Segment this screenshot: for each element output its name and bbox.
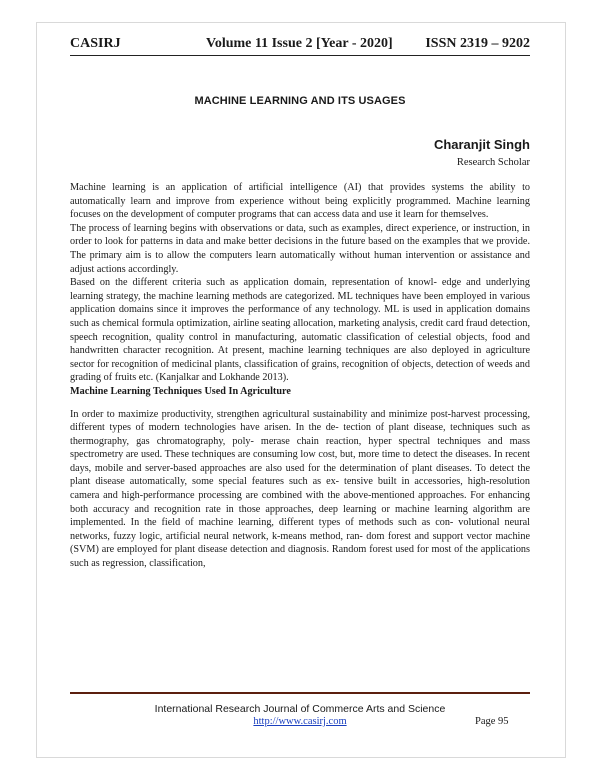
article-title: MACHINE LEARNING AND ITS USAGES (194, 95, 406, 107)
header-issn: ISSN 2319 – 9202 (425, 36, 530, 51)
section-heading: Machine Learning Techniques Used In Agriculture (70, 385, 291, 397)
footer-divider (70, 692, 530, 694)
body-paragraph: The process of learning begins with observations or data, such as examples, direct experience, or instruction, in order to look for patterns in data and make better decisions in the future based on the examples that we provide. The primary aim is to allow the computers learn automatically without human intervention or assistance and adjust actions accordingly. (70, 222, 530, 275)
author-role: Research Scholar (456, 157, 530, 168)
footer-website-link[interactable]: http://www.casirj.com (253, 716, 347, 727)
header-journal-name: CASIRJ (70, 36, 121, 51)
article-body (70, 181, 530, 571)
page-number: Page 95 (475, 716, 509, 727)
header-divider (70, 55, 530, 56)
running-header (70, 36, 530, 56)
body-paragraph: Based on the different criteria such as application domain, representation of knowl- edge and underlying learning strategy, the machine learning methods are categorized. ML techniques have been employed in various application domains since it improves the performance of any technology. ML is used in application domains such as chemical formula optimization, airline seating allocation, marketing analysis, credit card fraud detection, speech recognition, quality control in manufacturing, automatic classification of celestial objects, food and handwritten character recognition. At present, machine learning techniques are also deployed in agriculture sector for recognition of medicinal plants, classification of grains, recognition of objects, detection of weeds and grading of fruits etc. (Kanjalkar and Lokhande 2013). (70, 277, 530, 384)
section-paragraph: In order to maximize productivity, strengthen agricultural sustainability and minimize post-harvest processing, different types of modern technologies have arisen. In the de- tection of plant disease, techniques such as thermography, gas chromatography, poly- merase chain reaction, hyper spectral techniques and mass spectrometry are used. These techniques are consuming low cost, but, more time to detect the diseases. In recent days, mobile and server-based approaches are also used for the determination of plant diseases. To detect the plant disease automatically, some special features such as ex- tensive built in accessories, high-resolution camera and high-performance processing are combined with the above-mentioned approaches. For enhancing both accuracy and recognition rate in those approaches, deep learning or machine learning algorithm are implemented. In the field of machine learning, different types of methods such as con- volutional neural networks, fuzzy logic, artificial neural network, k-means method, ran- dom forest and support vector machine (SVM) are employed for plant disease detection and diagnosis. Random forest used for most of the applications such as regression, classification, (70, 408, 530, 570)
footer-journal-name: International Research Journal of Commerce Arts and Science (154, 703, 446, 715)
body-paragraph: Machine learning is an application of artificial intelligence (AI) that provides systems the ability to automatically learn and improve from experience without being explicitly programmed. Machine learning focuses on the development of computer programs that can access data and use it learn for themselves. (70, 182, 530, 221)
author-name: Charanjit Singh (433, 137, 530, 152)
header-volume-issue: Volume 11 Issue 2 [Year - 2020] (206, 36, 393, 51)
